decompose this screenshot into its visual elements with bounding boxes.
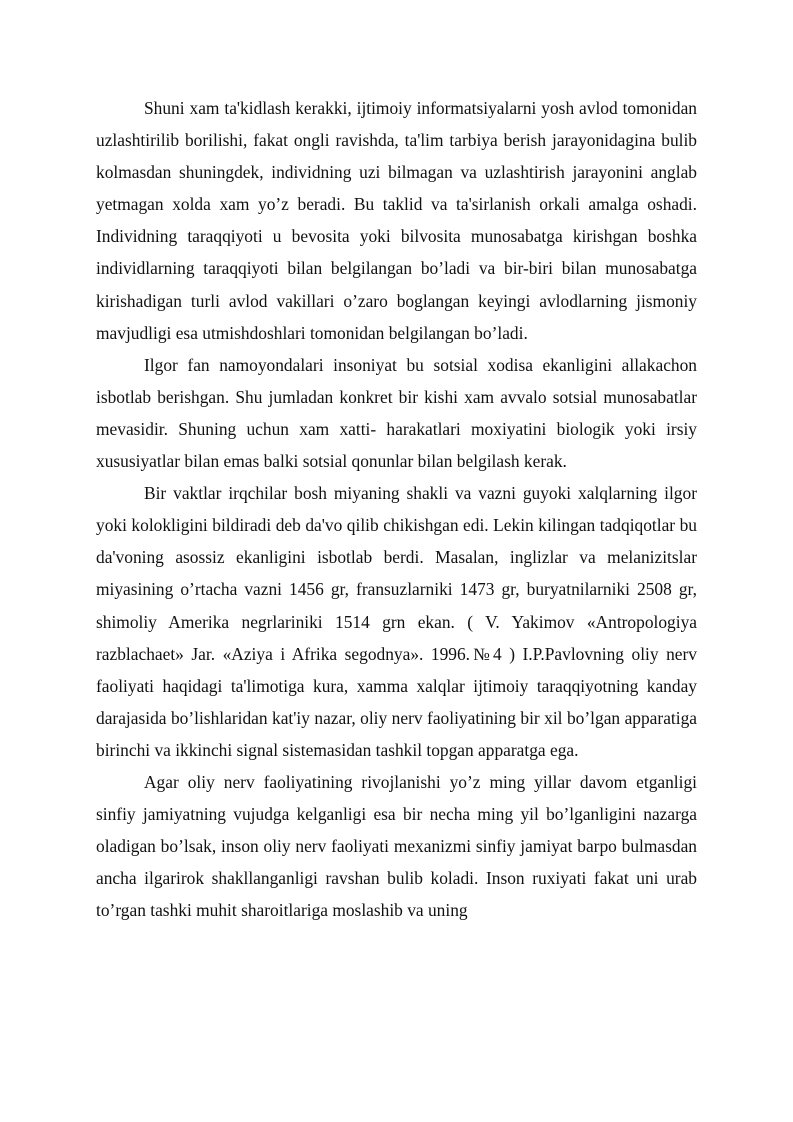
paragraph-3: Bir vaktlar irqchilar bosh miyaning shakli va vazni guyoki xalqlarning ilgor yoki kolokligini bildiradi deb da'vo qilib chikishgan edi. Lekin kilingan tadqiqotlar bu da'voning asossiz ekanligini isbotlab berdi. Masalan, inglizlar va melanizitslar miyasining o’rtacha vazni 1456 gr, fransuzlarniki 1473 gr, buryatnilarniki 2508 gr, shimoliy Amerika negrlariniki 1514 grn ekan. ( V. Yakimov «Antropologiya razblachaet» Jar. «Aziya i Afrika segodnya». 1996.№4 ) I.P.Pavlovning oliy nerv faoliyati haqidagi ta'limotiga kura, xamma xalqlar ijtimoiy taraqqiyotning kanday darajasida bo’lishlaridan kat'iy nazar, oliy nerv faoliyatining bir xil bo’lgan apparatiga birinchi va ikkinchi signal sistemasidan tashkil topgan apparatga ega. xyxy=(96,483,697,760)
paragraph-1: Shuni xam ta'kidlash kerakki, ijtimoiy informatsiyalarni yosh avlod tomonidan uzlashtirilib borilishi, fakat ongli ravishda, ta'lim tarbiya berish jarayonidagina bulib kolmasdan shuningdek, individning uzi bilmagan va uzlashtirish jarayonini anglab yetmagan xolda xam yo’z beradi. Bu taklid va ta'sirlanish orkali amalga oshadi. Individning taraqqiyoti u bevosita yoki bilvosita munosabatga kirishgan boshka individlarning taraqqiyoti bilan belgilangan bo’ladi va bir-biri bilan munosabatga kirishadigan turli avlod vakillari o’zaro boglangan keyingi avlodlarning jismoniy mavjudligi esa utmishdoshlari tomonidan belgilangan bo’ladi. xyxy=(96,98,697,343)
document-page xyxy=(96,92,697,926)
paragraph-4: Agar oliy nerv faoliyatining rivojlanishi yo’z ming yillar davom etganligi sinfiy jamiyatning vujudga kelganligi esa bir necha ming yil bo’lganligini nazarga oladigan bo’lsak, inson oliy nerv faoliyati mexanizmi sinfiy jamiyat barpo bulmasdan ancha ilgarirok shakllanganligi ravshan bulib koladi. Inson ruxiyati fakat uni urab to’rgan tashki muhit sharoitlariga moslashib va uning xyxy=(96,771,697,921)
paragraph-2: Ilgor fan namoyondalari insoniyat bu sotsial xodisa ekanligini allakachon isbotlab berishgan. Shu jumladan konkret bir kishi xam avvalo sotsial munosabatlar mevasidir. Shuning uchun xam xatti- harakatlari moxiyatini biologik yoki irsiy xususiyatlar bilan emas balki sotsial qonunlar bilan belgilash kerak. xyxy=(96,354,697,472)
